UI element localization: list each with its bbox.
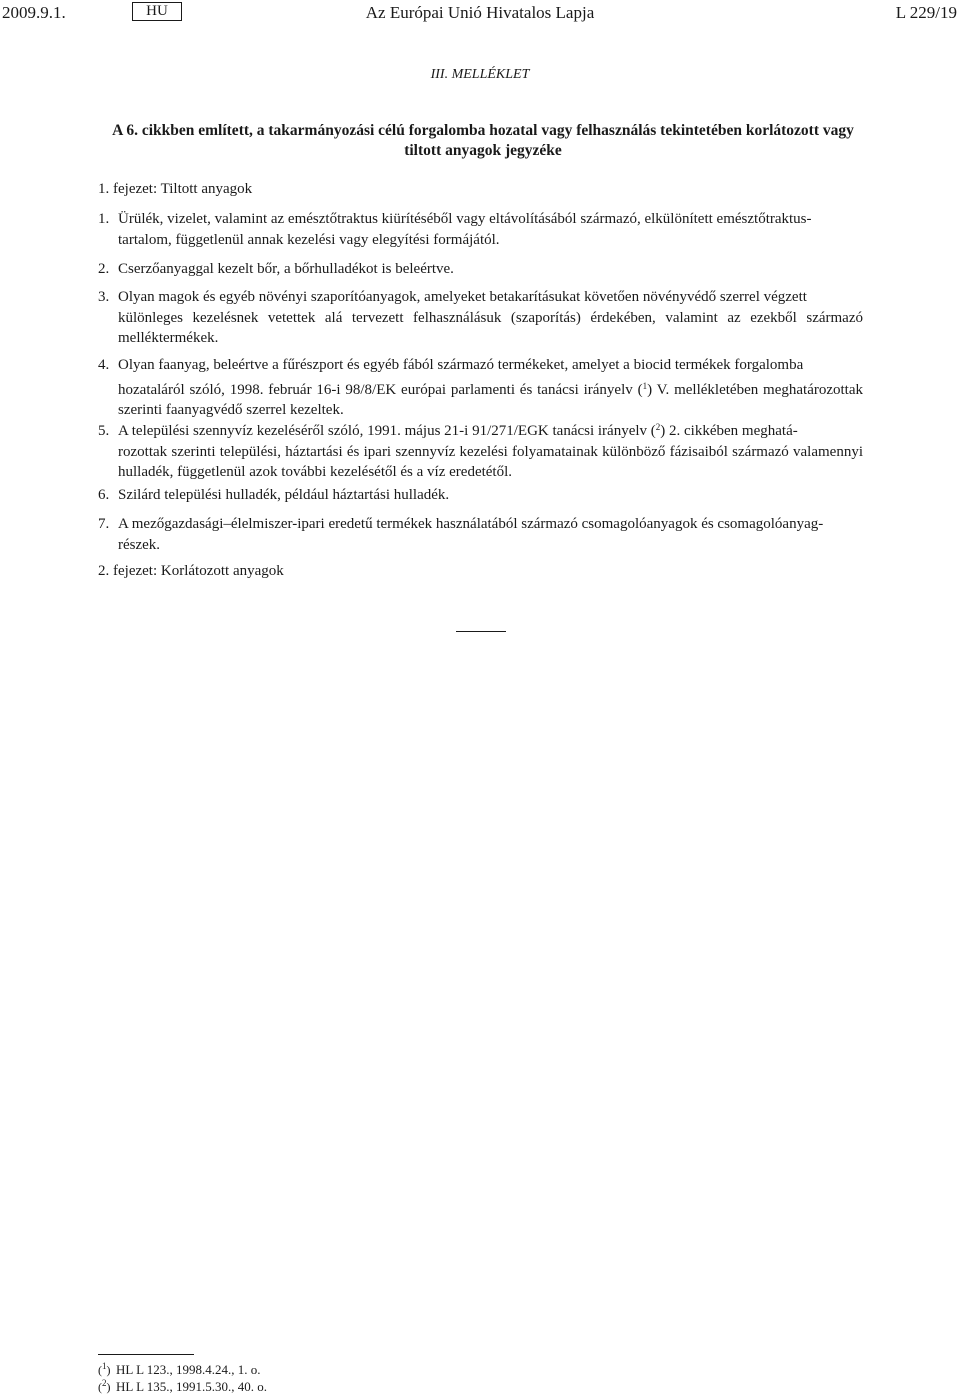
footnote-number: ($^2$) [98, 1378, 111, 1394]
list-item-5 [98, 417, 863, 483]
item-text-first-line: Szilárd települési hulladék, például háztartási hulladék. [118, 487, 450, 503]
item-text-part: A települési szennyvíz kezeléséről szóló, 1991. május 21-i 91/271/EGK tanácsi irányelv ( [118, 423, 656, 439]
page-header [0, 0, 960, 30]
item-text-first-line: Ürülék, vizelet, valamint az emésztőtraktus kiürítéséből vagy eltávolításából származó, elkülönített emésztőtraktus- [118, 211, 812, 227]
item-number: 1. [98, 211, 110, 227]
footnote-ref-2[interactable]: 2 [655, 422, 661, 432]
list-item-1 [98, 209, 863, 250]
item-text-part: ) V. mellékletében meghatározottak szerinti faanyagvédő szerrel kezeltek. [118, 381, 864, 418]
item-text-continuation: különleges kezelésnek vetettek alá tervezett felhasználásuk (szaporítás) érdekében, valamint az ezekből származó melléktermékek. [118, 309, 863, 346]
item-text-first-line: Olyan faanyag, beleértve a fűrészport és egyéb fából származó termékeket, amelyet a biocid termékek forgalomba [118, 357, 804, 373]
item-number: 3. [98, 289, 110, 305]
item-text-continuation [98, 376, 863, 421]
footnote-text: HL L 135., 1991.5.30., 40. o. [116, 1379, 268, 1394]
item-number: 5. [98, 423, 110, 439]
item-number: 7. [98, 516, 110, 532]
footnote-number: ($^1$) [98, 1361, 111, 1377]
item-text-first-line [118, 423, 798, 439]
end-of-annex-rule [456, 631, 506, 632]
list-title-line2: tiltott anyagok jegyzéke [404, 142, 562, 159]
page-reference: L 229/19 [895, 3, 957, 22]
list-item-6 [98, 485, 863, 506]
annex-title: III. MELLÉKLET [430, 67, 530, 82]
item-text-continuation: részek. [118, 536, 161, 553]
item-number: 6. [98, 487, 110, 503]
item-text-continuation: rozottak szerinti települési, háztartási és ipari szennyvíz kezelési folyamatainak különböző fázisaiból származó valamennyi hulladék, függetlenül azok további kezelésétől és a víz eredetétől. [118, 443, 863, 480]
list-item-4 [98, 355, 863, 421]
footnote-text: HL L 123., 1998.4.24., 1. o. [116, 1362, 261, 1377]
item-number: 2. [98, 261, 110, 277]
item-text-part: ) 2. cikkében meghatá- [660, 423, 798, 439]
language-badge: HU [132, 2, 182, 21]
chapter-1-heading: 1. fejezet: Tiltott anyagok [98, 181, 253, 197]
list-title [98, 121, 868, 161]
list-item-2 [98, 259, 863, 280]
item-text-part: hozataláról szóló, 1998. február 16-i 98/8/EK európai parlamenti és tanácsi irányelv ( [118, 381, 643, 398]
item-text-first-line: A mezőgazdasági–élelmiszer-ipari eredetű termékek használatából származó csomagolóanyagok és csomagolóanyag- [118, 516, 824, 532]
list-title-line1: A 6. cikkben említett, a takarmányozási célú forgalomba hozatal vagy felhasználás tekintetében korlátozott vagy [112, 122, 854, 139]
journal-title: Az Európai Unió Hivatalos Lapja [365, 3, 595, 22]
item-number: 4. [98, 357, 110, 373]
list-item-3 [98, 287, 863, 349]
item-text-first-line: Cserzőanyaggal kezelt bőr, a bőrhulladékot is beleértve. [118, 261, 454, 277]
item-text-first-line: Olyan magok és egyéb növényi szaporítóanyagok, amelyeket betakarításukat követően növényvédő szerrel végzett [118, 289, 807, 305]
footnote-2 [98, 1375, 267, 1395]
list-item-7 [98, 514, 863, 555]
footnote-ref-1[interactable]: 1 [642, 380, 648, 391]
chapter-2-heading: 2. fejezet: Korlátozott anyagok [98, 563, 284, 579]
item-text-continuation: tartalom, függetlenül annak kezelési vagy elegyítési formájától. [118, 231, 500, 248]
footnote-separator [98, 1354, 194, 1355]
publication-date: 2009.9.1. [2, 3, 66, 22]
